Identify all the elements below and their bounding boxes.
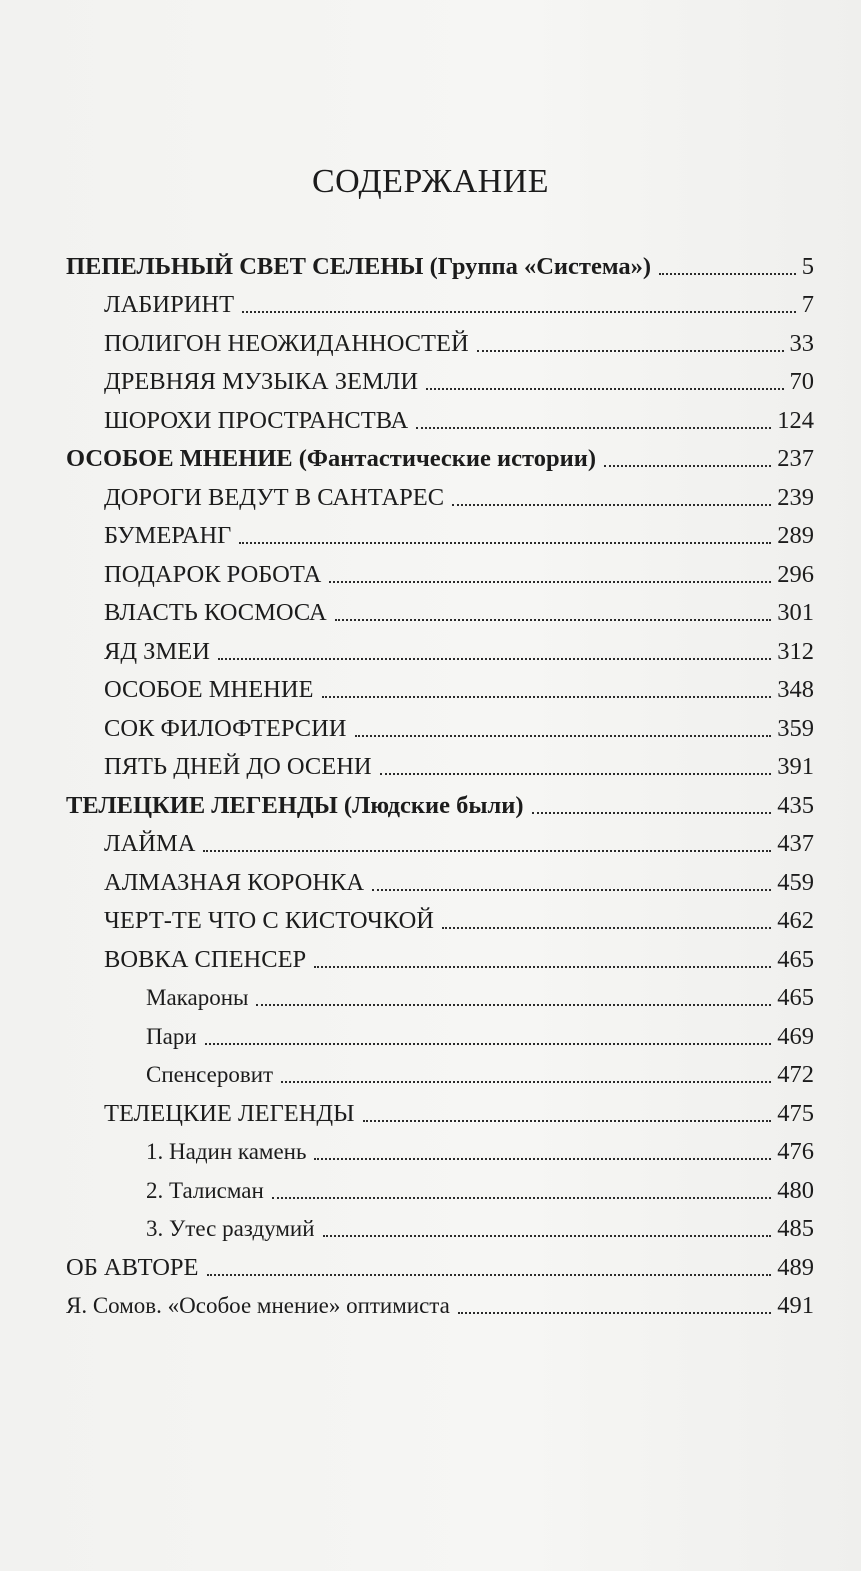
- toc-entry-title: ПЕПЕЛЬНЫЙ СВЕТ СЕЛЕНЫ (Группа «Система»): [66, 252, 651, 280]
- toc-entry: [66, 936, 814, 975]
- dot-leader: [604, 465, 771, 467]
- toc-entry: [66, 744, 814, 783]
- toc-entry: [66, 705, 814, 744]
- toc-entry-page-number: 472: [777, 1061, 814, 1088]
- toc-entry: [66, 243, 814, 282]
- dot-leader: [477, 350, 784, 352]
- toc-entry-title: ВОВКА СПЕНСЕР: [104, 945, 307, 973]
- dot-leader: [218, 658, 771, 660]
- toc-entry: [66, 1013, 814, 1052]
- toc-entry-page-number: 301: [777, 599, 814, 626]
- toc-entry-page-number: 435: [777, 791, 814, 819]
- toc-entry-page-number: 459: [777, 868, 814, 896]
- dot-leader: [659, 273, 796, 275]
- toc-entry-title: СОК ФИЛОФТЕРСИИ: [104, 714, 347, 742]
- toc-entry-page-number: 480: [777, 1176, 814, 1204]
- dot-leader: [256, 1004, 771, 1006]
- toc-entry: [66, 1052, 814, 1091]
- toc-entry-page-number: 489: [777, 1253, 814, 1281]
- page-title: СОДЕРЖАНИЕ: [311, 163, 550, 200]
- dot-leader: [458, 1312, 771, 1314]
- toc-entry-page-number: 437: [777, 830, 814, 857]
- toc-entry: [66, 359, 814, 398]
- dot-leader: [272, 1197, 771, 1199]
- toc-entry-title: ЛАЙМА: [104, 830, 196, 857]
- toc-entry: [66, 782, 814, 821]
- toc-entry-title: Спенсеровит: [146, 1062, 274, 1087]
- toc-entry-page-number: 485: [777, 1215, 814, 1242]
- toc-entry-title: ШОРОХИ ПРОСТРАНСТВА: [104, 406, 409, 434]
- dot-leader: [205, 1043, 772, 1045]
- dot-leader: [363, 1120, 772, 1122]
- toc-entry-page-number: 5: [801, 252, 814, 280]
- toc-entry-title: ДОРОГИ ВЕДУТ В САНТАРЕС: [104, 483, 445, 511]
- toc-entry-page-number: 469: [777, 1022, 814, 1050]
- toc-entry: [66, 282, 814, 321]
- toc-entry: [66, 898, 814, 937]
- toc-entry-title: 3. Утес раздумий: [146, 1216, 315, 1241]
- toc-entry-title: ДРЕВНЯЯ МУЗЫКА ЗЕМЛИ: [104, 368, 419, 395]
- toc-entry: [66, 1283, 814, 1322]
- toc-entry-page-number: 391: [777, 753, 814, 780]
- dot-leader: [335, 619, 772, 621]
- toc-entry-title: ПОЛИГОН НЕОЖИДАННОСТЕЙ: [104, 329, 469, 357]
- toc-entry-page-number: 239: [777, 483, 814, 511]
- dot-leader: [532, 812, 772, 814]
- toc-entry: [66, 1244, 814, 1283]
- toc-entry-title: ОСОБОЕ МНЕНИЕ (Фантастические истории): [66, 445, 597, 472]
- toc-entry-title: ПЯТЬ ДНЕЙ ДО ОСЕНИ: [104, 753, 372, 780]
- toc-entry: [66, 1206, 814, 1245]
- toc-entry-page-number: 359: [777, 714, 814, 742]
- toc-entry-title: Макароны: [146, 985, 249, 1010]
- toc-entry: [66, 551, 814, 590]
- toc-entry-page-number: 237: [777, 445, 814, 472]
- toc-entry-page-number: 124: [777, 406, 814, 434]
- toc-entry-page-number: 312: [777, 637, 814, 665]
- dot-leader: [416, 427, 771, 429]
- dot-leader: [380, 773, 772, 775]
- toc-entry-page-number: 465: [777, 984, 814, 1011]
- toc-entry-title: ЛАБИРИНТ: [104, 291, 235, 318]
- toc-entry-page-number: 348: [777, 676, 814, 703]
- toc-entry: [66, 667, 814, 706]
- dot-leader: [242, 311, 796, 313]
- dot-leader: [323, 1235, 772, 1237]
- toc-entry: [66, 1090, 814, 1129]
- toc-entry-title: ТЕЛЕЦКИЕ ЛЕГЕНДЫ (Людские были): [66, 791, 524, 819]
- toc-entry-title: ПОДАРОК РОБОТА: [104, 560, 322, 588]
- toc-entry: [66, 590, 814, 629]
- toc-entry: [66, 975, 814, 1014]
- toc-entry-page-number: 491: [777, 1292, 814, 1319]
- toc-entry-title: ТЕЛЕЦКИЕ ЛЕГЕНДЫ: [104, 1099, 355, 1127]
- toc-entry: [66, 1167, 814, 1206]
- toc-entry-title: Я. Сомов. «Особое мнение» оптимиста: [66, 1293, 450, 1318]
- dot-leader: [207, 1274, 772, 1276]
- toc-entry-page-number: 462: [777, 907, 814, 934]
- dot-leader: [329, 581, 771, 583]
- toc-entry-page-number: 476: [777, 1138, 814, 1165]
- dot-leader: [203, 850, 771, 852]
- dot-leader: [322, 696, 772, 698]
- toc-entry-page-number: 465: [777, 945, 814, 973]
- dot-leader: [314, 966, 771, 968]
- table-of-contents: [66, 243, 814, 1321]
- dot-leader: [426, 388, 783, 390]
- toc-entry-title: ЯД ЗМЕИ: [104, 637, 210, 665]
- toc-entry-title: 2. Талисман: [146, 1177, 264, 1203]
- toc-entry-title: АЛМАЗНАЯ КОРОНКА: [104, 868, 365, 896]
- toc-entry-title: ВЛАСТЬ КОСМОСА: [104, 599, 327, 626]
- dot-leader: [355, 735, 772, 737]
- dot-leader: [442, 927, 771, 929]
- toc-entry: [66, 320, 814, 359]
- toc-entry-page-number: 33: [789, 329, 814, 357]
- dot-leader: [239, 542, 771, 544]
- toc-entry-title: ЧЕРТ-ТЕ ЧТО С КИСТОЧКОЙ: [104, 907, 434, 934]
- toc-entry: [66, 859, 814, 898]
- toc-entry-title: 1. Надин камень: [146, 1139, 307, 1164]
- toc-entry-page-number: 475: [777, 1099, 814, 1127]
- toc-entry-page-number: 289: [777, 522, 814, 549]
- toc-entry: [66, 821, 814, 860]
- dot-leader: [452, 504, 771, 506]
- toc-entry: [66, 628, 814, 667]
- toc-entry: [66, 397, 814, 436]
- dot-leader: [281, 1081, 771, 1083]
- dot-leader: [372, 889, 771, 891]
- toc-entry-page-number: 70: [789, 368, 814, 395]
- toc-entry: [66, 513, 814, 552]
- toc-entry-page-number: 296: [777, 560, 814, 588]
- toc-entry-title: БУМЕРАНГ: [104, 522, 232, 549]
- toc-entry-page-number: 7: [801, 291, 814, 318]
- toc-entry: [66, 436, 814, 475]
- toc-entry-title: Пари: [146, 1023, 197, 1049]
- toc-entry: [66, 1129, 814, 1168]
- toc-entry-title: ОСОБОЕ МНЕНИЕ: [104, 676, 314, 703]
- toc-entry: [66, 474, 814, 513]
- dot-leader: [314, 1158, 771, 1160]
- toc-entry-title: ОБ АВТОРЕ: [66, 1253, 199, 1281]
